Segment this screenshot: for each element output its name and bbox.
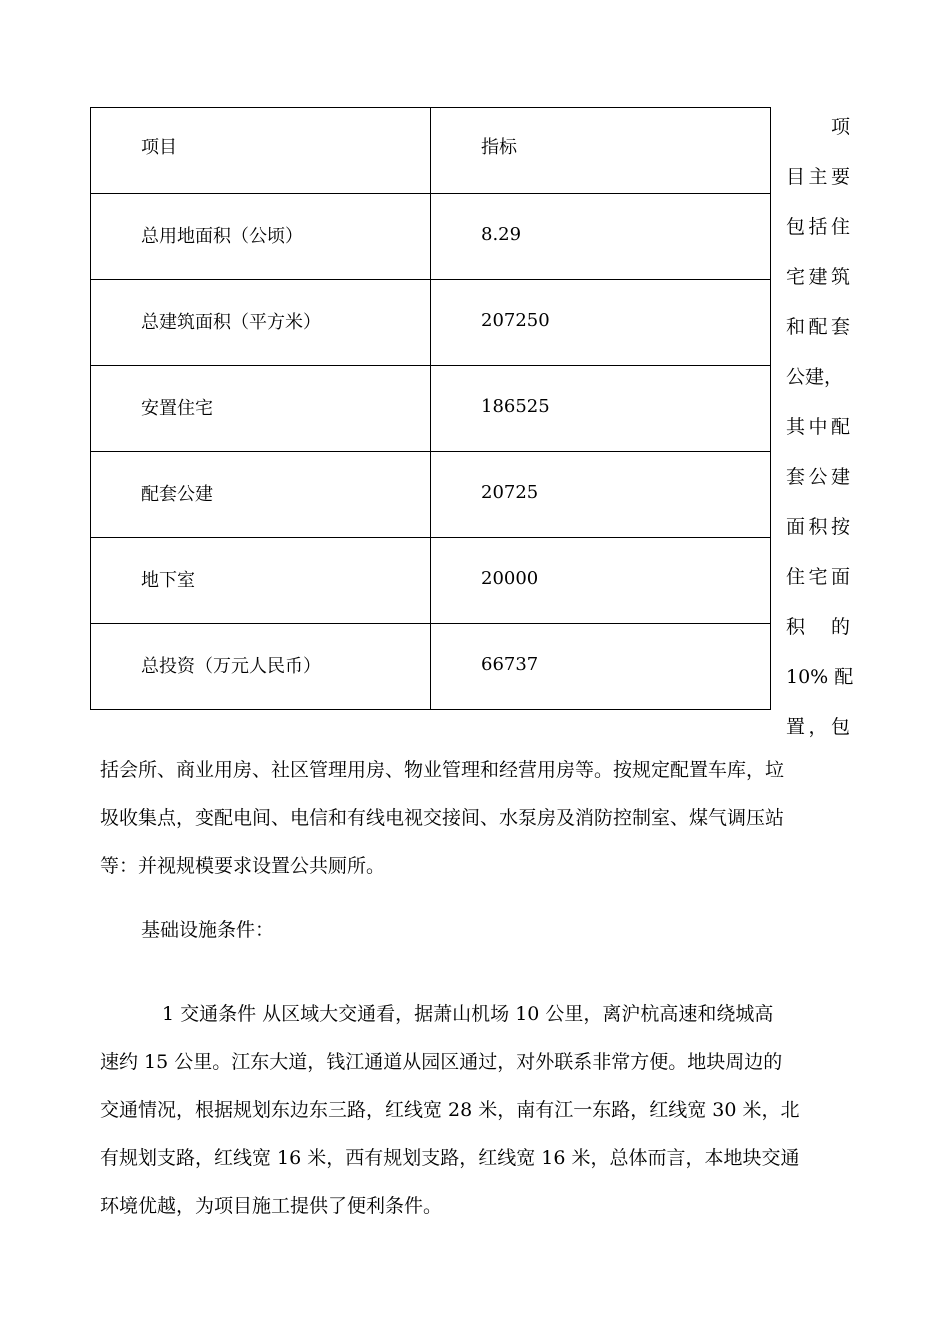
table-cell-label: 地下室 <box>91 538 431 624</box>
side-text-line: 公建， <box>786 366 844 388</box>
side-text-line: 套公建 <box>786 466 850 488</box>
side-text-line: 项 <box>830 116 850 138</box>
side-text-line: 和配套 <box>786 316 850 338</box>
side-text-line: 其中配 <box>786 416 850 438</box>
header-cell-item: 项目 <box>91 108 431 194</box>
paragraph-line: 有规划支路，红线宽 16 米，西有规划支路，红线宽 16 米，总体而言，本地块交通 <box>100 1147 800 1169</box>
table-cell-value: 66737 <box>431 624 771 710</box>
table-cell-value: 186525 <box>431 366 771 452</box>
side-text-line: 宅建筑 <box>786 266 850 288</box>
side-text-line: 目主要 <box>786 166 850 188</box>
header-cell-indicator: 指标 <box>431 108 771 194</box>
side-wrapped-text <box>786 102 854 752</box>
table-row <box>91 452 771 538</box>
continuation-paragraph <box>100 746 850 890</box>
table-cell-value: 207250 <box>431 280 771 366</box>
table-cell-label: 总建筑面积（平方米） <box>91 280 431 366</box>
traffic-paragraph <box>100 990 850 1230</box>
project-indicators-table <box>90 107 771 710</box>
table-cell-label: 安置住宅 <box>91 366 431 452</box>
table-cell-value: 20725 <box>431 452 771 538</box>
side-text-line: 包括住 <box>786 216 850 238</box>
paragraph-line: 速约 15 公里。江东大道，钱江通道从园区通过，对外联系非常方便。地块周边的 <box>100 1051 783 1073</box>
side-text-line: 住宅面 <box>786 566 850 588</box>
side-text-line: 面积按 <box>786 516 850 538</box>
paragraph-line: 交通情况，根据规划东边东三路，红线宽 28 米，南有江一东路，红线宽 30 米，北 <box>100 1099 800 1121</box>
table-cell-label: 总投资（万元人民币） <box>91 624 431 710</box>
paragraph-line: 环境优越，为项目施工提供了便利条件。 <box>100 1195 443 1217</box>
table-row <box>91 280 771 366</box>
side-text-line: 置，包 <box>786 716 850 738</box>
table-cell-value: 8.29 <box>431 194 771 280</box>
table-row <box>91 538 771 624</box>
table-row <box>91 366 771 452</box>
section-heading: 基础设施条件： <box>141 919 275 941</box>
paragraph-line: 1 交通条件 从区域大交通看，据萧山机场 10 公里，离沪杭高速和绕城高 <box>162 1003 774 1025</box>
side-text-line: 积 的 <box>786 616 850 638</box>
paragraph-line: 括会所、商业用房、社区管理用房、物业管理和经营用房等。按规定配置车库，垃 <box>100 759 785 781</box>
paragraph-line: 等：并视规模要求设置公共厕所。 <box>100 855 386 877</box>
table-cell-value: 20000 <box>431 538 771 624</box>
table-row <box>91 624 771 710</box>
paragraph-line: 圾收集点，变配电间、电信和有线电视交接间、水泵房及消防控制室、煤气调压站 <box>100 807 785 829</box>
table-row <box>91 194 771 280</box>
table-cell-label: 配套公建 <box>91 452 431 538</box>
side-text-line: 10% 配 <box>786 666 854 688</box>
table-header-row <box>91 108 771 194</box>
table-cell-label: 总用地面积（公顷） <box>91 194 431 280</box>
